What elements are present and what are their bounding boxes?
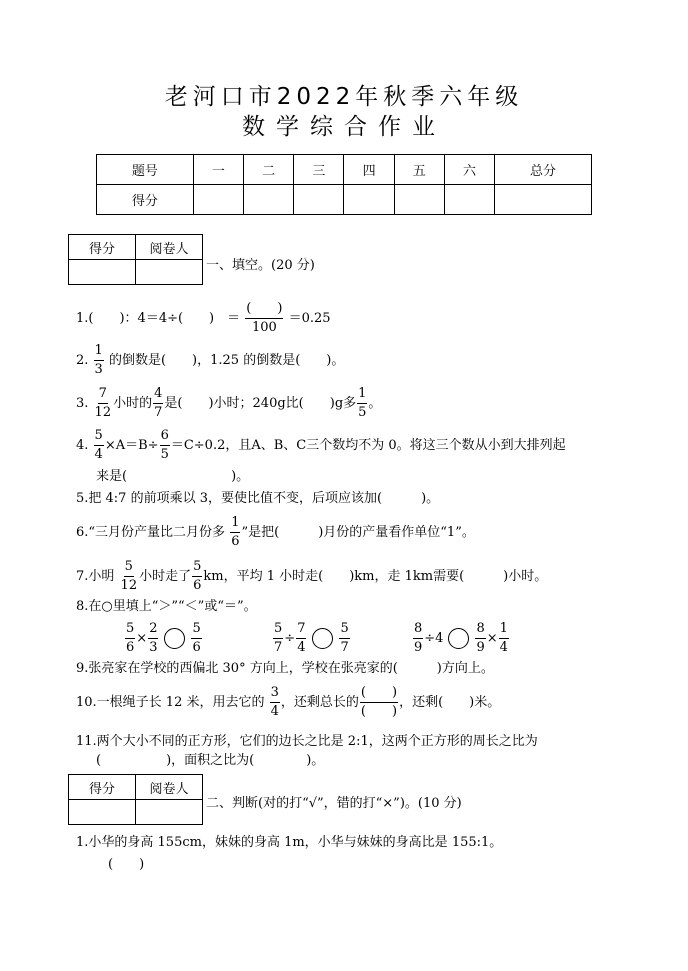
fraction: $\frac{3}{4}$ [270,685,279,719]
score-header-cell: 总分 [495,155,592,185]
section-1-heading: 一、填空。(20 分) [206,258,315,273]
score-cell[interactable] [444,185,494,215]
fraction: $\frac{5}{12}$ [120,559,138,593]
title-line-2: 数学综合作业 [242,114,446,140]
question-1: 1.( )：4＝4÷( ) ＝ $\frac{( )}{100}$ ＝0.25 [76,301,331,335]
score-header-cell: 一 [193,155,243,185]
answer-blank[interactable]: ( ) [360,684,398,703]
compare-expression-1: $\frac{5}{6}$ × $\frac{2}{3}$ $\frac{5}{6}$ [126,621,201,655]
fraction: $\frac{1}{3}$ [94,343,103,377]
fraction: $\frac{5}{6}$ [193,559,202,593]
section-2-heading: 二、判断(对的打“√”，错的打“×”)。(10 分) [206,796,462,811]
fraction: $\frac{5}{6}$ [192,621,201,655]
score-header-cell: 三 [294,155,344,185]
fraction [360,684,398,721]
score-table-header-row [97,155,592,185]
fraction: $\frac{5}{7}$ [340,621,349,655]
grader-score-label: 得分 [69,235,136,260]
fraction: $\frac{6}{5}$ [160,428,169,462]
answer-blank[interactable]: ( ) [360,704,398,719]
fraction: $\frac{2}{3}$ [149,621,158,655]
score-row-label: 得分 [97,185,194,215]
question-4-line-2: 来是( )。 [96,469,250,484]
question-8: 8.在○里填上“＞”“＜”或“＝”。 [76,599,257,614]
score-header-cell: 题号 [97,155,194,185]
fraction: $\frac{1}{4}$ [499,621,508,655]
fraction: $\frac{( )}{100}$ [246,301,283,335]
score-header-cell: 二 [244,155,294,185]
grader-box-1 [68,234,203,285]
score-header-cell: 六 [444,155,494,185]
compare-expression-3: $\frac{8}{9}$ ÷4 $\frac{8}{9}$ × $\frac{1}{4}$ [414,621,508,655]
grader-name-label: 阅卷人 [136,235,203,260]
fraction: $\frac{4}{7}$ [154,386,163,420]
fraction: $\frac{7}{12}$ [94,386,112,420]
fraction: $\frac{1}{6}$ [231,515,240,549]
grader-score-label: 得分 [69,775,136,800]
fraction: $\frac{1}{5}$ [358,386,367,420]
score-cell[interactable] [495,185,592,215]
compare-circle[interactable] [448,628,469,649]
question-6: 6.“三月份产量比二月份多 $\frac{1}{6}$ ”是把( )月份的产量看作单位“1”。 [76,515,475,549]
judge-question-1: 1.小华的身高 155cm，妹妹的身高 1m，小华与妹妹的身高比是 155:1。 [76,835,503,850]
question-11: 11.两个大小不同的正方形，它们的边长之比是 2:1，这两个正方形的周长之比为 [76,734,538,749]
question-10: 10.一根绳子长 12 米，用去它的 $\frac{3}{4}$ ，还剩总长的 $\frac{( )}{( )}$ ，还剩( )米。 [76,685,501,719]
fraction: $\frac{5}{7}$ [274,621,283,655]
question-4: 4. $\frac{5}{4}$ ×A＝B÷ $\frac{6}{5}$ ＝C÷0.2，且A、B、C三个数均不为 0。将这三个数从小到大排列起 [76,428,566,462]
score-cell[interactable] [244,185,294,215]
fraction: $\frac{5}{6}$ [126,621,135,655]
score-table-score-row [97,185,592,215]
question-9: 9.张亮家在学校的西偏北 30° 方向上，学校在张亮家的( )方向上。 [76,661,494,676]
score-cell[interactable] [294,185,344,215]
judge-answer-blank[interactable]: ( ) [108,857,145,872]
grader-score-cell[interactable] [69,260,136,285]
grader-box-2 [68,774,203,825]
question-5: 5.把 4:7 的前项乘以 3，要使比值不变，后项应该加( )。 [76,491,440,506]
grader-name-label: 阅卷人 [136,775,203,800]
grader-name-cell[interactable] [136,800,203,825]
score-header-cell: 五 [394,155,444,185]
title-line-1: 老河口市2022年秋季六年级 [164,84,524,110]
fraction: $\frac{8}{9}$ [414,621,423,655]
score-cell[interactable] [193,185,243,215]
score-cell[interactable] [344,185,394,215]
score-table [96,154,592,215]
score-header-cell: 四 [344,155,394,185]
compare-circle[interactable] [312,628,333,649]
question-7: 7.小明 $\frac{5}{12}$ 小时走了 $\frac{5}{6}$ km，平均 1 小时走( )km，走 1km需要( )小时。 [76,559,548,593]
fraction: $\frac{5}{4}$ [94,428,103,462]
compare-circle[interactable] [164,628,185,649]
question-3: 3. $\frac{7}{12}$ 小时的 $\frac{4}{7}$ 是( )小时；240g比( )g多 $\frac{1}{5}$ 。 [76,386,382,420]
question-11-line-2: ( )，面积之比为( )。 [96,753,325,768]
fraction: $\frac{8}{9}$ [476,621,485,655]
score-cell[interactable] [394,185,444,215]
question-2: 2. $\frac{1}{3}$ 的倒数是( )，1.25 的倒数是( )。 [76,343,345,377]
answer-blank[interactable]: ( ) [245,300,283,319]
compare-expression-2: $\frac{5}{7}$ ÷ $\frac{7}{4}$ $\frac{5}{7}$ [274,621,349,655]
fraction: $\frac{7}{4}$ [297,621,306,655]
grader-name-cell[interactable] [136,260,203,285]
grader-score-cell[interactable] [69,800,136,825]
